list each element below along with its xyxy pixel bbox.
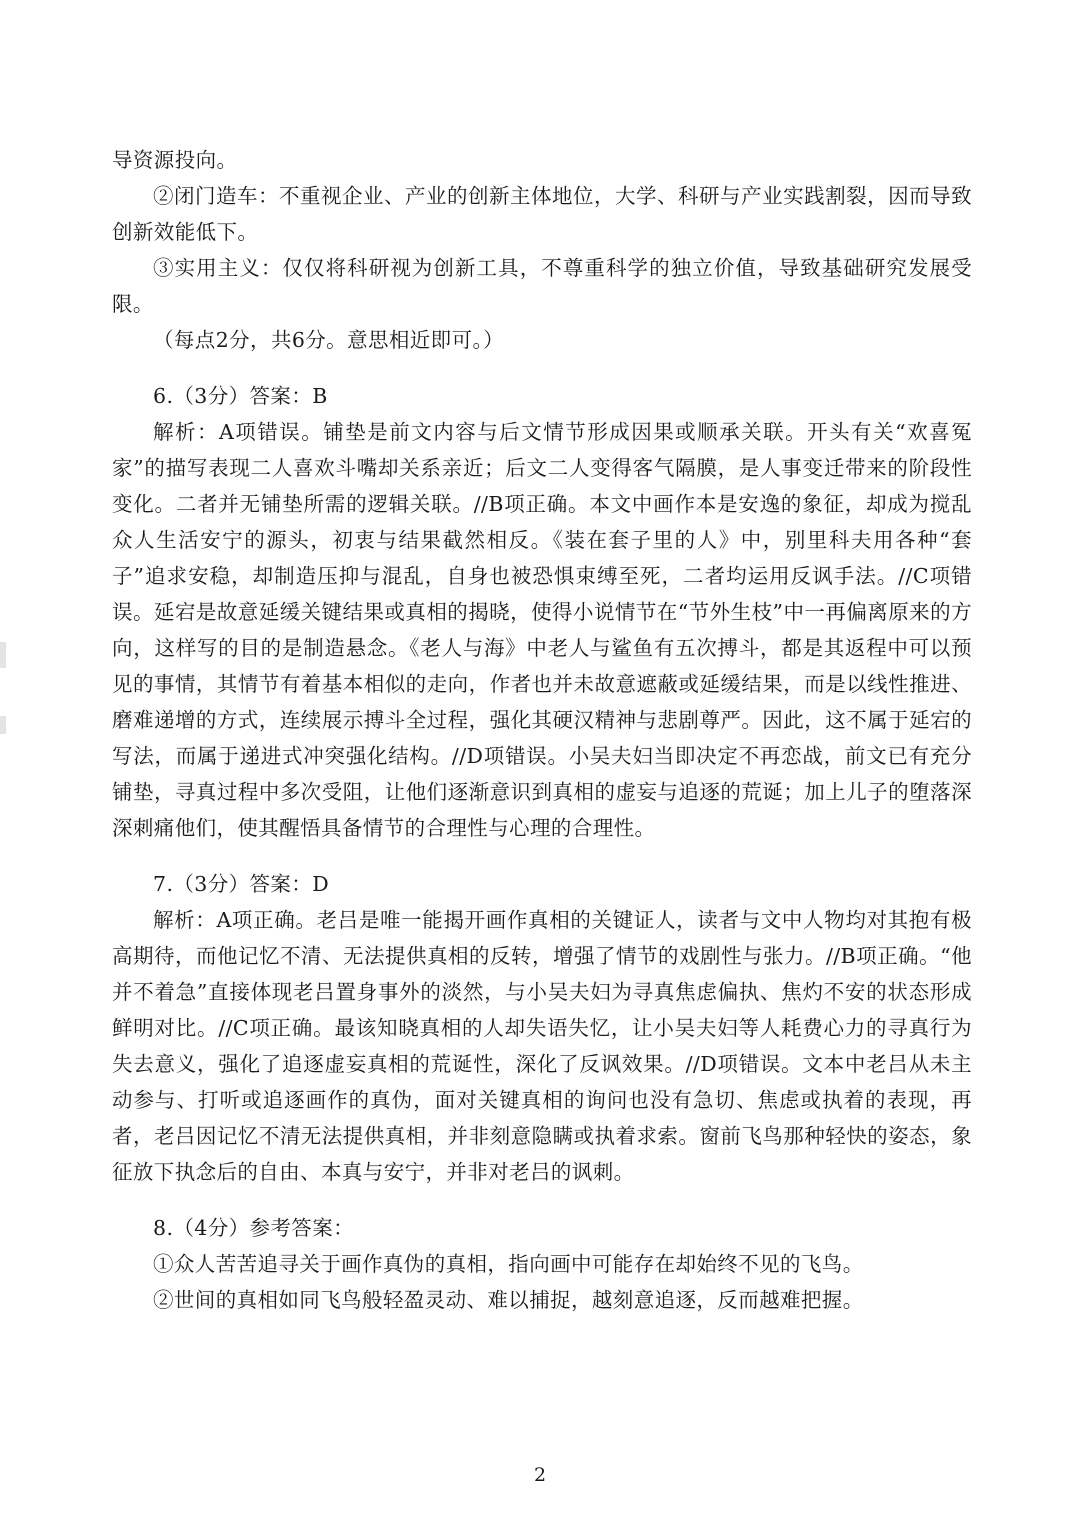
q8-point-2: ②世间的真相如同飞鸟般轻盈灵动、难以捕捉，越刻意追逐，反而越难把握。 xyxy=(153,1288,864,1312)
scan-artifact xyxy=(0,716,6,734)
page-number: 2 xyxy=(533,1464,547,1486)
q8-point-1: ①众人苦苦追寻关于画作真伪的真相，指向画中可能存在却始终不见的飞鸟。 xyxy=(153,1252,864,1276)
q5-line-end: 导资源投向。 xyxy=(112,148,238,172)
answer-content xyxy=(112,142,972,1318)
scan-artifact xyxy=(0,642,6,668)
q7-heading: 7.（3分）答案：D xyxy=(153,872,330,896)
q5-scoring-note: （每点2分，共6分。意思相近即可。） xyxy=(153,328,505,352)
q6-analysis: 解析：A项错误。铺垫是前文内容与后文情节形成因果或顺承关联。开头有关“欢喜冤家”的描写表现二人喜欢斗嘴却关系亲近；后文二人变得客气隔膜，是人事变迁带来的阶段性变化。二者并无铺垫所需的逻辑关联。//B项正确。本文中画作本是安逸的象征，却成为搅乱众人生活安宁的源头，初衷与结果截然相反。《装在套子里的人》中，别里科夫用各种“套子”追求安稳，却制造压抑与混乱，自身也被恐惧束缚至死，二者均运用反讽手法。//C项错误。延宕是故意延缓关键结果或真相的揭晓，使得小说情节在“节外生枝”中一再偏离原来的方向，这样写的目的是制造悬念。《老人与海》中老人与鲨鱼有五次搏斗，都是其返程中可以预见的事情，其情节有着基本相似的走向，作者也并未故意遮蔽或延缓结果，而是以线性推进、磨难递增的方式，连续展示搏斗全过程，强化其硬汉精神与悲剧尊严。因此，这不属于延宕的写法，而属于递进式冲突强化结构。//D项错误。小吴夫妇当即决定不再恋战，前文已有充分铺垫，寻真过程中多次受阻，让他们逐渐意识到真相的虚妄与追逐的荒诞；加上儿子的堕落深深刺痛他们，使其醒悟具备情节的合理性与心理的合理性。 xyxy=(112,420,972,840)
q5-point-3: ③实用主义：仅仅将科研视为创新工具，不尊重科学的独立价值，导致基础研究发展受限。 xyxy=(112,256,972,316)
q8-heading: 8.（4分）参考答案： xyxy=(153,1216,355,1240)
q7-analysis: 解析：A项正确。老吕是唯一能揭开画作真相的关键证人，读者与文中人物均对其抱有极高期待，而他记忆不清、无法提供真相的反转，增强了情节的戏剧性与张力。//B项正确。“他并不着急”直接体现老吕置身事外的淡然，与小吴夫妇为寻真焦虑偏执、焦灼不安的状态形成鲜明对比。//C项正确。最该知晓真相的人却失语失忆，让小吴夫妇等人耗费心力的寻真行为失去意义，强化了追逐虚妄真相的荒诞性，深化了反讽效果。//D项错误。文本中老吕从未主动参与、打听或追逐画作的真伪，面对关键真相的询问也没有急切、焦虑或执着的表现，再者，老吕因记忆不清无法提供真相，并非刻意隐瞒或执着求索。窗前飞鸟那种轻快的姿态，象征放下执念后的自由、本真与安宁，并非对老吕的讽刺。 xyxy=(112,908,972,1184)
q5-point-2: ②闭门造车：不重视企业、产业的创新主体地位，大学、科研与产业实践割裂，因而导致创新效能低下。 xyxy=(112,184,972,244)
q6-heading: 6.（3分）答案：B xyxy=(153,384,328,408)
